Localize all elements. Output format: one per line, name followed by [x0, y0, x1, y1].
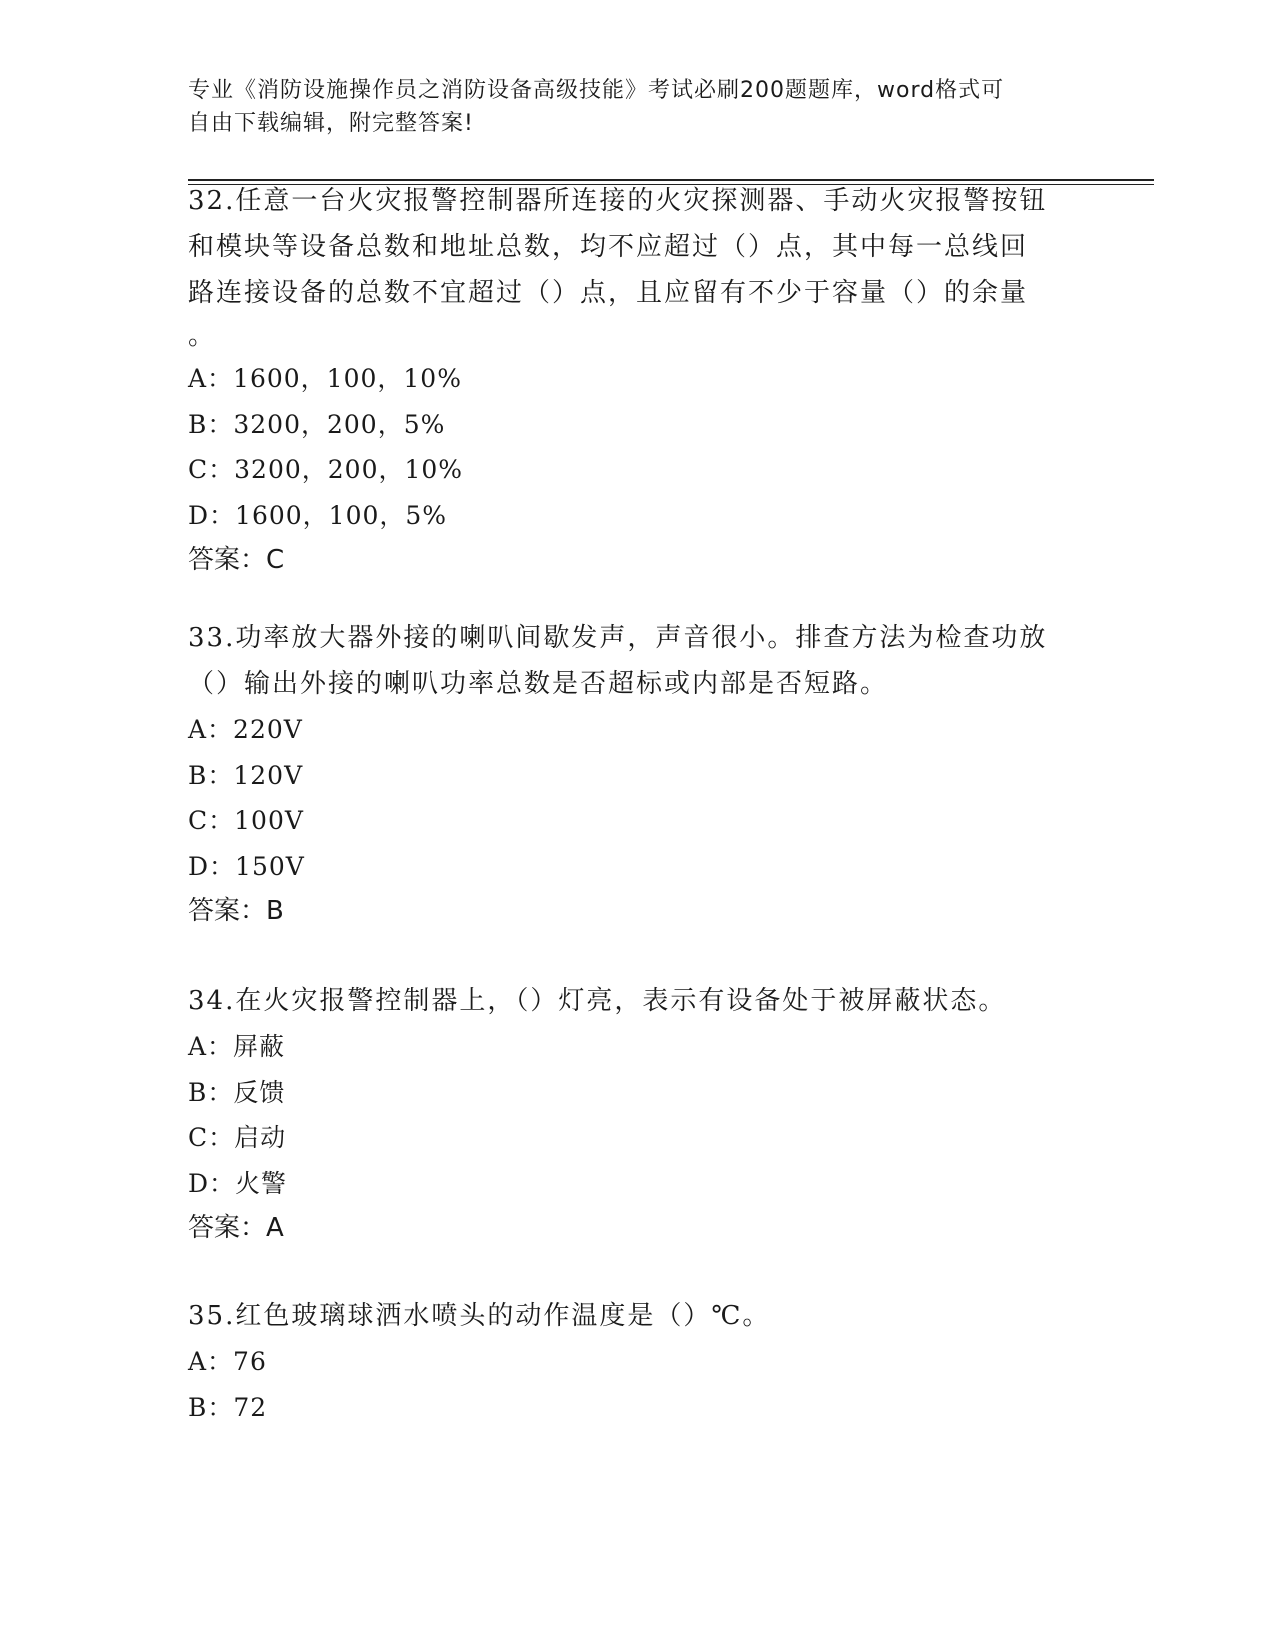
- question-stem-line: 35.红色玻璃球洒水喷头的动作温度是（）℃。: [188, 1301, 771, 1331]
- option-a: A：屏蔽: [188, 1032, 286, 1061]
- answer: 答案：A: [188, 1213, 284, 1243]
- option-d: D：150V: [188, 851, 305, 881]
- question-stem-line: 34.在火灾报警控制器上，（）灯亮，表示有设备处于被屏蔽状态。: [188, 986, 1007, 1016]
- question-stem-line: 。: [188, 321, 217, 351]
- question-35: [188, 1293, 1088, 1430]
- option-b: B：72: [188, 1392, 268, 1422]
- header-line-1: 专业《消防设施操作员之消防设备高级技能》考试必刷200题题库，word格式可: [188, 78, 1005, 103]
- question-32: [188, 178, 1088, 584]
- option-a: A：76: [188, 1347, 267, 1376]
- question-stem-line: 和模块等设备总数和地址总数，均不应超过（）点，其中每一总线回: [188, 232, 1029, 262]
- option-c: C：启动: [188, 1123, 287, 1152]
- question-34: [188, 978, 1088, 1252]
- option-c: C：3200，200，10%: [188, 455, 464, 484]
- option-c: C：100V: [188, 806, 304, 835]
- option-d: D：火警: [188, 1168, 288, 1198]
- question-33: [188, 615, 1088, 935]
- option-d: D：1600，100，5%: [188, 500, 448, 530]
- option-a: A：220V: [188, 715, 303, 744]
- answer: 答案：C: [188, 545, 285, 575]
- document-header: [188, 74, 1068, 140]
- option-b: B：反馈: [188, 1077, 286, 1107]
- option-b: B：120V: [188, 760, 304, 790]
- answer: 答案：B: [188, 896, 284, 926]
- option-b: B：3200，200，5%: [188, 409, 446, 439]
- question-stem-line: 33.功率放大器外接的喇叭间歇发声，声音很小。排查方法为检查功放: [188, 623, 1048, 653]
- header-line-2: 自由下载编辑，附完整答案!: [188, 111, 474, 136]
- question-stem-line: 32.任意一台火灾报警控制器所连接的火灾探测器、手动火灾报警按钮: [188, 186, 1048, 216]
- question-stem-line: 路连接设备的总数不宜超过（）点，且应留有不少于容量（）的余量: [188, 278, 1029, 308]
- question-stem-line: （）输出外接的喇叭功率总数是否超标或内部是否短路。: [188, 669, 889, 699]
- option-a: A：1600，100，10%: [188, 364, 462, 393]
